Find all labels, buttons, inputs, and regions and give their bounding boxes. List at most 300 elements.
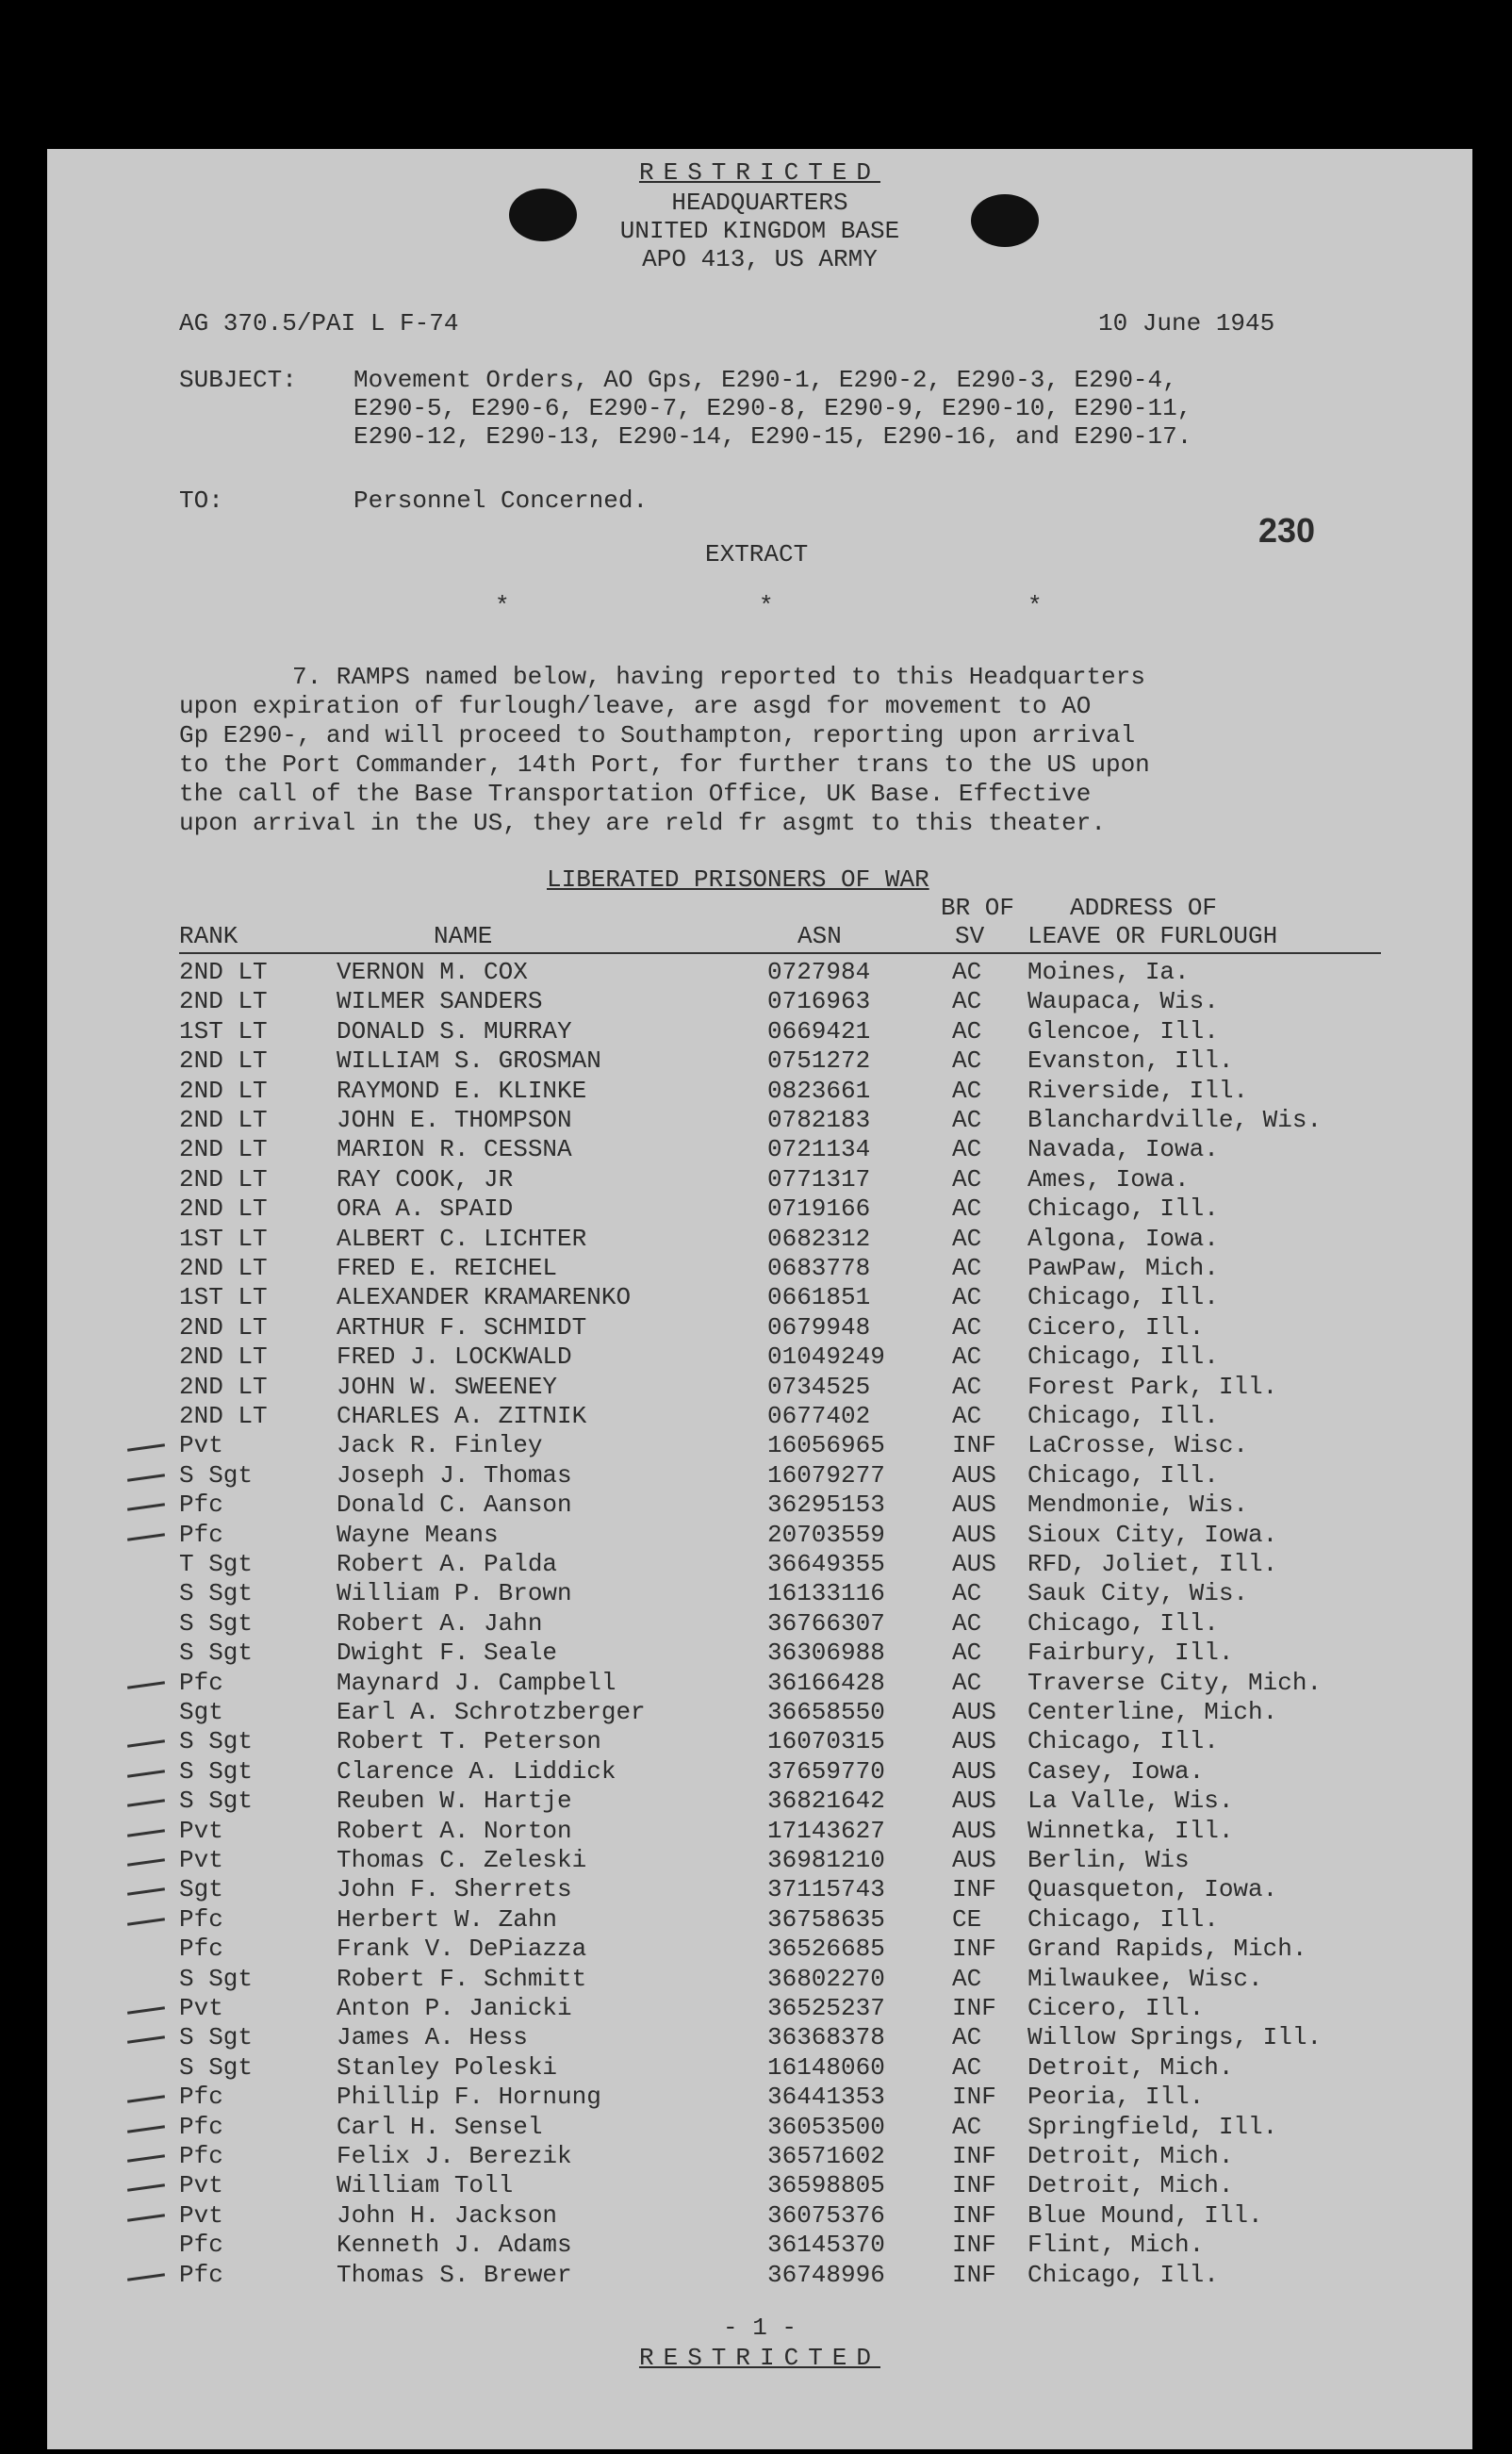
table-row xyxy=(47,1965,1472,1994)
rank-cell: Pvt xyxy=(179,2200,223,2230)
paragraph-line: 7. RAMPS named below, having reported to this Headquarters xyxy=(292,663,1145,691)
address-cell: Willow Springs, Ill. xyxy=(1027,2023,1323,2052)
name-cell: Carl H. Sensel xyxy=(337,2112,543,2141)
address-cell: Sioux City, Iowa. xyxy=(1027,1520,1278,1549)
address-cell: Forest Park, Ill. xyxy=(1027,1372,1278,1401)
name-cell: Wayne Means xyxy=(337,1520,499,1549)
service-cell: AC xyxy=(952,1164,982,1194)
table-row xyxy=(47,1639,1472,1668)
rank-cell: 2ND LT xyxy=(179,1076,268,1105)
address-cell: Navada, Iowa. xyxy=(1027,1135,1219,1164)
asn-cell: 36821642 xyxy=(767,1787,885,1816)
rank-cell: S Sgt xyxy=(179,2052,254,2082)
asn-cell: 36802270 xyxy=(767,1964,885,1993)
rank-cell: Pvt xyxy=(179,1994,223,2022)
service-cell: AC xyxy=(952,1964,982,1993)
table-row xyxy=(47,1373,1472,1402)
table-row xyxy=(47,1135,1472,1164)
rank-cell: S Sgt xyxy=(179,1756,254,1786)
address-cell: Ames, Iowa. xyxy=(1027,1164,1190,1194)
rank-cell: Pfc xyxy=(179,1935,223,1964)
address-cell: Chicago, Ill. xyxy=(1027,1460,1219,1490)
rank-cell: 2ND LT xyxy=(179,1402,268,1430)
pencil-tick-mark xyxy=(127,2273,165,2281)
service-cell: AC xyxy=(952,1372,982,1401)
name-cell: Robert F. Schmitt xyxy=(337,1964,587,1993)
rank-cell: 1ST LT xyxy=(179,1283,268,1312)
rank-cell: 2ND LT xyxy=(179,1106,268,1134)
name-cell: VERNON M. COX xyxy=(337,958,528,986)
separator-star: * xyxy=(1027,592,1043,620)
pencil-tick-mark xyxy=(127,1770,165,1778)
table-row xyxy=(47,1787,1472,1816)
address-cell: Springfield, Ill. xyxy=(1027,2112,1278,2141)
address-cell: Blanchardville, Wis. xyxy=(1027,1106,1323,1134)
table-row xyxy=(47,1521,1472,1550)
table-row xyxy=(47,2261,1472,2290)
table-row xyxy=(47,1994,1472,2023)
asn-cell: 36368378 xyxy=(767,2023,885,2052)
rank-cell: 2ND LT xyxy=(179,1046,268,1076)
service-cell: AUS xyxy=(952,1756,996,1786)
table-row xyxy=(47,987,1472,1016)
service-cell: AC xyxy=(952,2052,982,2082)
rank-cell: S Sgt xyxy=(179,1579,254,1608)
pencil-tick-mark xyxy=(127,1503,165,1511)
table-row xyxy=(47,2083,1472,2112)
asn-cell: 0683778 xyxy=(767,1254,871,1282)
separator-star: * xyxy=(495,592,510,620)
rank-cell: T Sgt xyxy=(179,1550,254,1578)
paragraph-line: upon expiration of furlough/leave, are asgd for movement to AO xyxy=(179,692,1092,720)
table-row xyxy=(47,1313,1472,1342)
name-cell: Robert A. Norton xyxy=(337,1816,572,1845)
name-cell: Stanley Poleski xyxy=(337,2052,558,2082)
pencil-tick-mark xyxy=(127,1829,165,1837)
asn-cell: 36525237 xyxy=(767,1994,885,2022)
rank-cell: 1ST LT xyxy=(179,1224,268,1253)
asn-cell: 36295153 xyxy=(767,1491,885,1520)
rank-cell: Pfc xyxy=(179,2231,223,2260)
table-row xyxy=(47,1905,1472,1935)
address-cell: Detroit, Mich. xyxy=(1027,2142,1234,2170)
table-row xyxy=(47,1491,1472,1520)
rank-cell: Pfc xyxy=(179,1904,223,1934)
name-cell: Earl A. Schrotzberger xyxy=(337,1698,646,1726)
table-row xyxy=(47,1046,1472,1076)
name-cell: Joseph J. Thomas xyxy=(337,1460,572,1490)
asn-cell: 36748996 xyxy=(767,2260,885,2289)
asn-cell: 0823661 xyxy=(767,1076,871,1105)
header-line-2: UNITED KINGDOM BASE xyxy=(619,217,900,245)
column-name: NAME xyxy=(434,922,493,950)
service-cell: INF xyxy=(952,1935,996,1964)
table-row xyxy=(47,1402,1472,1431)
address-cell: Chicago, Ill. xyxy=(1027,1194,1219,1224)
to-label: TO: xyxy=(179,486,223,515)
asn-cell: 36075376 xyxy=(767,2200,885,2230)
name-cell: Thomas S. Brewer xyxy=(337,2260,572,2289)
address-cell: Sauk City, Wis. xyxy=(1027,1579,1249,1608)
address-cell: Flint, Mich. xyxy=(1027,2231,1205,2260)
column-asn: ASN xyxy=(797,922,842,950)
name-cell: DONALD S. MURRAY xyxy=(337,1016,572,1046)
stamp-number: 230 xyxy=(1258,511,1316,550)
rank-cell: 1ST LT xyxy=(179,1016,268,1046)
service-cell: AC xyxy=(952,1106,982,1134)
table-row xyxy=(47,1698,1472,1727)
paragraph-line: to the Port Commander, 14th Port, for further trans to the US upon xyxy=(179,750,1150,779)
rank-cell: Pfc xyxy=(179,2260,223,2289)
service-cell: AUS xyxy=(952,1816,996,1845)
address-cell: Moines, Ia. xyxy=(1027,958,1190,986)
address-cell: PawPaw, Mich. xyxy=(1027,1254,1219,1282)
service-cell: INF xyxy=(952,2200,996,2230)
pencil-tick-mark xyxy=(127,1888,165,1897)
table-row xyxy=(47,2023,1472,2052)
service-cell: AC xyxy=(952,1312,982,1342)
pencil-tick-mark xyxy=(127,2125,165,2133)
asn-cell: 01049249 xyxy=(767,1342,885,1372)
address-cell: Glencoe, Ill. xyxy=(1027,1016,1219,1046)
asn-cell: 0751272 xyxy=(767,1046,871,1076)
rank-cell: Pvt xyxy=(179,2171,223,2200)
asn-cell: 0679948 xyxy=(767,1312,871,1342)
column-rank: RANK xyxy=(179,922,238,950)
asn-cell: 0677402 xyxy=(767,1402,871,1430)
table-row xyxy=(47,1165,1472,1194)
rank-cell: 2ND LT xyxy=(179,987,268,1016)
service-cell: AC xyxy=(952,1194,982,1224)
reference-number: AG 370.5/PAI L F-74 xyxy=(179,309,459,338)
rank-cell: S Sgt xyxy=(179,2023,254,2052)
asn-cell: 0727984 xyxy=(767,958,871,986)
service-cell: AC xyxy=(952,1016,982,1046)
subject-line: E290-12, E290-13, E290-14, E290-15, E290-16, and E290-17. xyxy=(353,422,1192,451)
name-cell: John F. Sherrets xyxy=(337,1875,572,1904)
rank-cell: 2ND LT xyxy=(179,1164,268,1194)
service-cell: AC xyxy=(952,987,982,1016)
service-cell: AC xyxy=(952,1135,982,1164)
column-address-line-2: LEAVE OR FURLOUGH xyxy=(1027,922,1278,950)
asn-cell: 16148060 xyxy=(767,2052,885,2082)
rank-cell: Pfc xyxy=(179,1491,223,1520)
rank-cell: 2ND LT xyxy=(179,1312,268,1342)
asn-cell: 16079277 xyxy=(767,1460,885,1490)
table-row xyxy=(47,1077,1472,1106)
address-cell: Chicago, Ill. xyxy=(1027,1283,1219,1312)
pencil-tick-mark xyxy=(127,1918,165,1926)
address-cell: Cicero, Ill. xyxy=(1027,1312,1205,1342)
service-cell: AUS xyxy=(952,1460,996,1490)
name-cell: John H. Jackson xyxy=(337,2200,558,2230)
pencil-tick-mark xyxy=(127,2184,165,2193)
header-line-3: APO 413, US ARMY xyxy=(642,245,878,273)
table-row xyxy=(47,1550,1472,1579)
service-cell: AC xyxy=(952,1076,982,1105)
rank-cell: Pfc xyxy=(179,2142,223,2170)
service-cell: AC xyxy=(952,958,982,986)
asn-cell: 0682312 xyxy=(767,1224,871,1253)
rank-cell: S Sgt xyxy=(179,1608,254,1638)
asn-cell: 36306988 xyxy=(767,1639,885,1668)
table-row xyxy=(47,2142,1472,2171)
name-cell: ALBERT C. LICHTER xyxy=(337,1224,587,1253)
document-date: 10 June 1945 xyxy=(1098,309,1275,338)
service-cell: AC xyxy=(952,1668,982,1697)
service-cell: AUS xyxy=(952,1727,996,1756)
table-row xyxy=(47,1817,1472,1846)
table-row xyxy=(47,1757,1472,1787)
column-sv: SV xyxy=(955,922,985,950)
asn-cell: 0716963 xyxy=(767,987,871,1016)
service-cell: AC xyxy=(952,1402,982,1430)
table-row xyxy=(47,1669,1472,1698)
table-row xyxy=(47,1609,1472,1639)
subject-label: SUBJECT: xyxy=(179,366,297,394)
service-cell: AUS xyxy=(952,1491,996,1520)
address-cell: Fairbury, Ill. xyxy=(1027,1639,1234,1668)
address-cell: Traverse City, Mich. xyxy=(1027,1668,1323,1697)
header-rule xyxy=(179,952,1381,954)
asn-cell: 0734525 xyxy=(767,1372,871,1401)
table-row xyxy=(47,1727,1472,1756)
asn-cell: 36053500 xyxy=(767,2112,885,2141)
rank-cell: 2ND LT xyxy=(179,1194,268,1224)
address-cell: Chicago, Ill. xyxy=(1027,1727,1219,1756)
address-cell: Casey, Iowa. xyxy=(1027,1756,1205,1786)
address-cell: Evanston, Ill. xyxy=(1027,1046,1234,1076)
name-cell: FRED E. REICHEL xyxy=(337,1254,558,1282)
table-row xyxy=(47,1194,1472,1224)
name-cell: Frank V. DePiazza xyxy=(337,1935,587,1964)
name-cell: WILLIAM S. GROSMAN xyxy=(337,1046,601,1076)
service-cell: AC xyxy=(952,2112,982,2141)
asn-cell: 0721134 xyxy=(767,1135,871,1164)
rank-cell: S Sgt xyxy=(179,1787,254,1816)
name-cell: William Toll xyxy=(337,2171,514,2200)
pencil-tick-mark xyxy=(127,1858,165,1867)
rank-cell: Pfc xyxy=(179,2083,223,2112)
rank-cell: 2ND LT xyxy=(179,1372,268,1401)
address-cell: Detroit, Mich. xyxy=(1027,2052,1234,2082)
address-cell: Blue Mound, Ill. xyxy=(1027,2200,1263,2230)
asn-cell: 20703559 xyxy=(767,1520,885,1549)
address-cell: La Valle, Wis. xyxy=(1027,1787,1234,1816)
rank-cell: S Sgt xyxy=(179,1460,254,1490)
name-cell: Robert A. Jahn xyxy=(337,1608,543,1638)
rank-cell: Sgt xyxy=(179,1698,223,1726)
name-cell: ARTHUR F. SCHMIDT xyxy=(337,1312,587,1342)
asn-cell: 36658550 xyxy=(767,1698,885,1726)
name-cell: James A. Hess xyxy=(337,2023,528,2052)
pencil-tick-mark xyxy=(127,2154,165,2163)
rank-cell: 2ND LT xyxy=(179,958,268,986)
name-cell: ALEXANDER KRAMARENKO xyxy=(337,1283,632,1312)
pencil-tick-mark xyxy=(127,2214,165,2222)
rank-cell: Sgt xyxy=(179,1875,223,1904)
table-row xyxy=(47,2053,1472,2083)
address-cell: Grand Rapids, Mich. xyxy=(1027,1935,1307,1964)
asn-cell: 16056965 xyxy=(767,1431,885,1460)
section-title: LIBERATED PRISONERS OF WAR xyxy=(547,865,929,894)
paragraph-line: Gp E290-, and will proceed to Southampton, reporting upon arrival xyxy=(179,721,1136,749)
pencil-tick-mark xyxy=(127,2095,165,2103)
asn-cell: 36441353 xyxy=(767,2083,885,2112)
address-cell: Milwaukee, Wisc. xyxy=(1027,1964,1263,1993)
page-number: - 1 - xyxy=(722,2314,797,2342)
address-cell: Centerline, Mich. xyxy=(1027,1698,1278,1726)
paragraph-line: upon arrival in the US, they are reld fr asgmt to this theater. xyxy=(179,809,1106,837)
name-cell: Donald C. Aanson xyxy=(337,1491,572,1520)
address-cell: Cicero, Ill. xyxy=(1027,1994,1205,2022)
asn-cell: 37659770 xyxy=(767,1756,885,1786)
service-cell: AUS xyxy=(952,1698,996,1726)
rank-cell: S Sgt xyxy=(179,1727,254,1756)
address-cell: Winnetka, Ill. xyxy=(1027,1816,1234,1845)
rank-cell: S Sgt xyxy=(179,1639,254,1668)
address-cell: Detroit, Mich. xyxy=(1027,2171,1234,2200)
address-cell: Waupaca, Wis. xyxy=(1027,987,1219,1016)
extract-label: EXTRACT xyxy=(705,540,809,568)
name-cell: Anton P. Janicki xyxy=(337,1994,572,2022)
asn-cell: 36981210 xyxy=(767,1846,885,1874)
table-row xyxy=(47,1225,1472,1254)
name-cell: RAYMOND E. KLINKE xyxy=(337,1076,587,1105)
asn-cell: 36526685 xyxy=(767,1935,885,1964)
asn-cell: 36598805 xyxy=(767,2171,885,2200)
service-cell: INF xyxy=(952,2231,996,2260)
service-cell: AC xyxy=(952,2023,982,2052)
name-cell: Dwight F. Seale xyxy=(337,1639,558,1668)
rank-cell: 2ND LT xyxy=(179,1254,268,1282)
address-cell: Peoria, Ill. xyxy=(1027,2083,1205,2112)
table-row xyxy=(47,2231,1472,2260)
service-cell: INF xyxy=(952,1875,996,1904)
name-cell: JOHN W. SWEENEY xyxy=(337,1372,558,1401)
asn-cell: 0669421 xyxy=(767,1016,871,1046)
table-row xyxy=(47,2113,1472,2142)
asn-cell: 0771317 xyxy=(767,1164,871,1194)
address-cell: Quasqueton, Iowa. xyxy=(1027,1875,1278,1904)
rank-cell: 2ND LT xyxy=(179,1342,268,1372)
asn-cell: 0719166 xyxy=(767,1194,871,1224)
paragraph-line: the call of the Base Transportation Office, UK Base. Effective xyxy=(179,780,1092,808)
name-cell: MARION R. CESSNA xyxy=(337,1135,572,1164)
service-cell: AUS xyxy=(952,1846,996,1874)
name-cell: Clarence A. Liddick xyxy=(337,1756,616,1786)
name-cell: Herbert W. Zahn xyxy=(337,1904,558,1934)
asn-cell: 16070315 xyxy=(767,1727,885,1756)
rank-cell: 2ND LT xyxy=(179,1135,268,1164)
address-cell: Berlin, Wis xyxy=(1027,1846,1190,1874)
table-row xyxy=(47,2171,1472,2200)
service-cell: AC xyxy=(952,1639,982,1668)
name-cell: William P. Brown xyxy=(337,1579,572,1608)
rank-cell: Pvt xyxy=(179,1846,223,1874)
asn-cell: 0782183 xyxy=(767,1106,871,1134)
name-cell: WILMER SANDERS xyxy=(337,987,543,1016)
service-cell: INF xyxy=(952,1431,996,1460)
service-cell: AUS xyxy=(952,1550,996,1578)
table-row xyxy=(47,1846,1472,1875)
service-cell: AUS xyxy=(952,1787,996,1816)
asn-cell: 36766307 xyxy=(767,1608,885,1638)
table-row xyxy=(47,1935,1472,1964)
order-paragraph xyxy=(179,663,1150,838)
address-cell: Chicago, Ill. xyxy=(1027,1904,1219,1934)
service-cell: AC xyxy=(952,1046,982,1076)
table-row xyxy=(47,958,1472,987)
table-row xyxy=(47,1254,1472,1283)
name-cell: Kenneth J. Adams xyxy=(337,2231,572,2260)
rank-cell: Pvt xyxy=(179,1816,223,1845)
name-cell: Robert A. Palda xyxy=(337,1550,558,1578)
address-cell: Algona, Iowa. xyxy=(1027,1224,1219,1253)
asn-cell: 36145370 xyxy=(767,2231,885,2260)
asn-cell: 36758635 xyxy=(767,1904,885,1934)
name-cell: JOHN E. THOMPSON xyxy=(337,1106,572,1134)
separator-star: * xyxy=(759,592,774,620)
restricted-header: RESTRICTED xyxy=(638,158,881,187)
pencil-tick-mark xyxy=(127,1740,165,1749)
table-row xyxy=(47,1017,1472,1046)
subject-line: Movement Orders, AO Gps, E290-1, E290-2, E290-3, E290-4, xyxy=(353,366,1177,394)
service-cell: AUS xyxy=(952,1520,996,1549)
asn-cell: 16133116 xyxy=(767,1579,885,1608)
table-row xyxy=(47,1461,1472,1491)
service-cell: AC xyxy=(952,1608,982,1638)
column-br-of-sv: BR OF xyxy=(941,894,1015,922)
name-cell: Phillip F. Hornung xyxy=(337,2083,601,2112)
service-cell: INF xyxy=(952,2083,996,2112)
rank-cell: Pfc xyxy=(179,1520,223,1549)
name-cell: CHARLES A. ZITNIK xyxy=(337,1402,587,1430)
address-cell: Riverside, Ill. xyxy=(1027,1076,1249,1105)
rank-cell: Pvt xyxy=(179,1431,223,1460)
restricted-footer: RESTRICTED xyxy=(638,2344,881,2372)
rank-cell: Pfc xyxy=(179,1668,223,1697)
name-cell: Thomas C. Zeleski xyxy=(337,1846,587,1874)
pencil-tick-mark xyxy=(127,1681,165,1689)
column-address-line-1: ADDRESS OF xyxy=(1070,894,1218,922)
service-cell: AC xyxy=(952,1579,982,1608)
table-row xyxy=(47,2201,1472,2231)
header-line-1: HEADQUARTERS xyxy=(671,189,848,217)
address-cell: Chicago, Ill. xyxy=(1027,2260,1219,2289)
name-cell: Reuben W. Hartje xyxy=(337,1787,572,1816)
service-cell: CE xyxy=(952,1904,982,1934)
table-row xyxy=(47,1431,1472,1460)
name-cell: FRED J. LOCKWALD xyxy=(337,1342,572,1372)
asn-cell: 36571602 xyxy=(767,2142,885,2170)
asn-cell: 0661851 xyxy=(767,1283,871,1312)
service-cell: AC xyxy=(952,1342,982,1372)
asn-cell: 36649355 xyxy=(767,1550,885,1578)
service-cell: INF xyxy=(952,2171,996,2200)
name-cell: Maynard J. Campbell xyxy=(337,1668,616,1697)
service-cell: INF xyxy=(952,2260,996,2289)
pencil-tick-mark xyxy=(127,2036,165,2045)
pencil-tick-mark xyxy=(127,1474,165,1482)
rank-cell: S Sgt xyxy=(179,1964,254,1993)
address-cell: RFD, Joliet, Ill. xyxy=(1027,1550,1278,1578)
name-cell: Robert T. Peterson xyxy=(337,1727,601,1756)
table-row xyxy=(47,1283,1472,1312)
name-cell: Jack R. Finley xyxy=(337,1431,543,1460)
name-cell: ORA A. SPAID xyxy=(337,1194,514,1224)
asn-cell: 37115743 xyxy=(767,1875,885,1904)
